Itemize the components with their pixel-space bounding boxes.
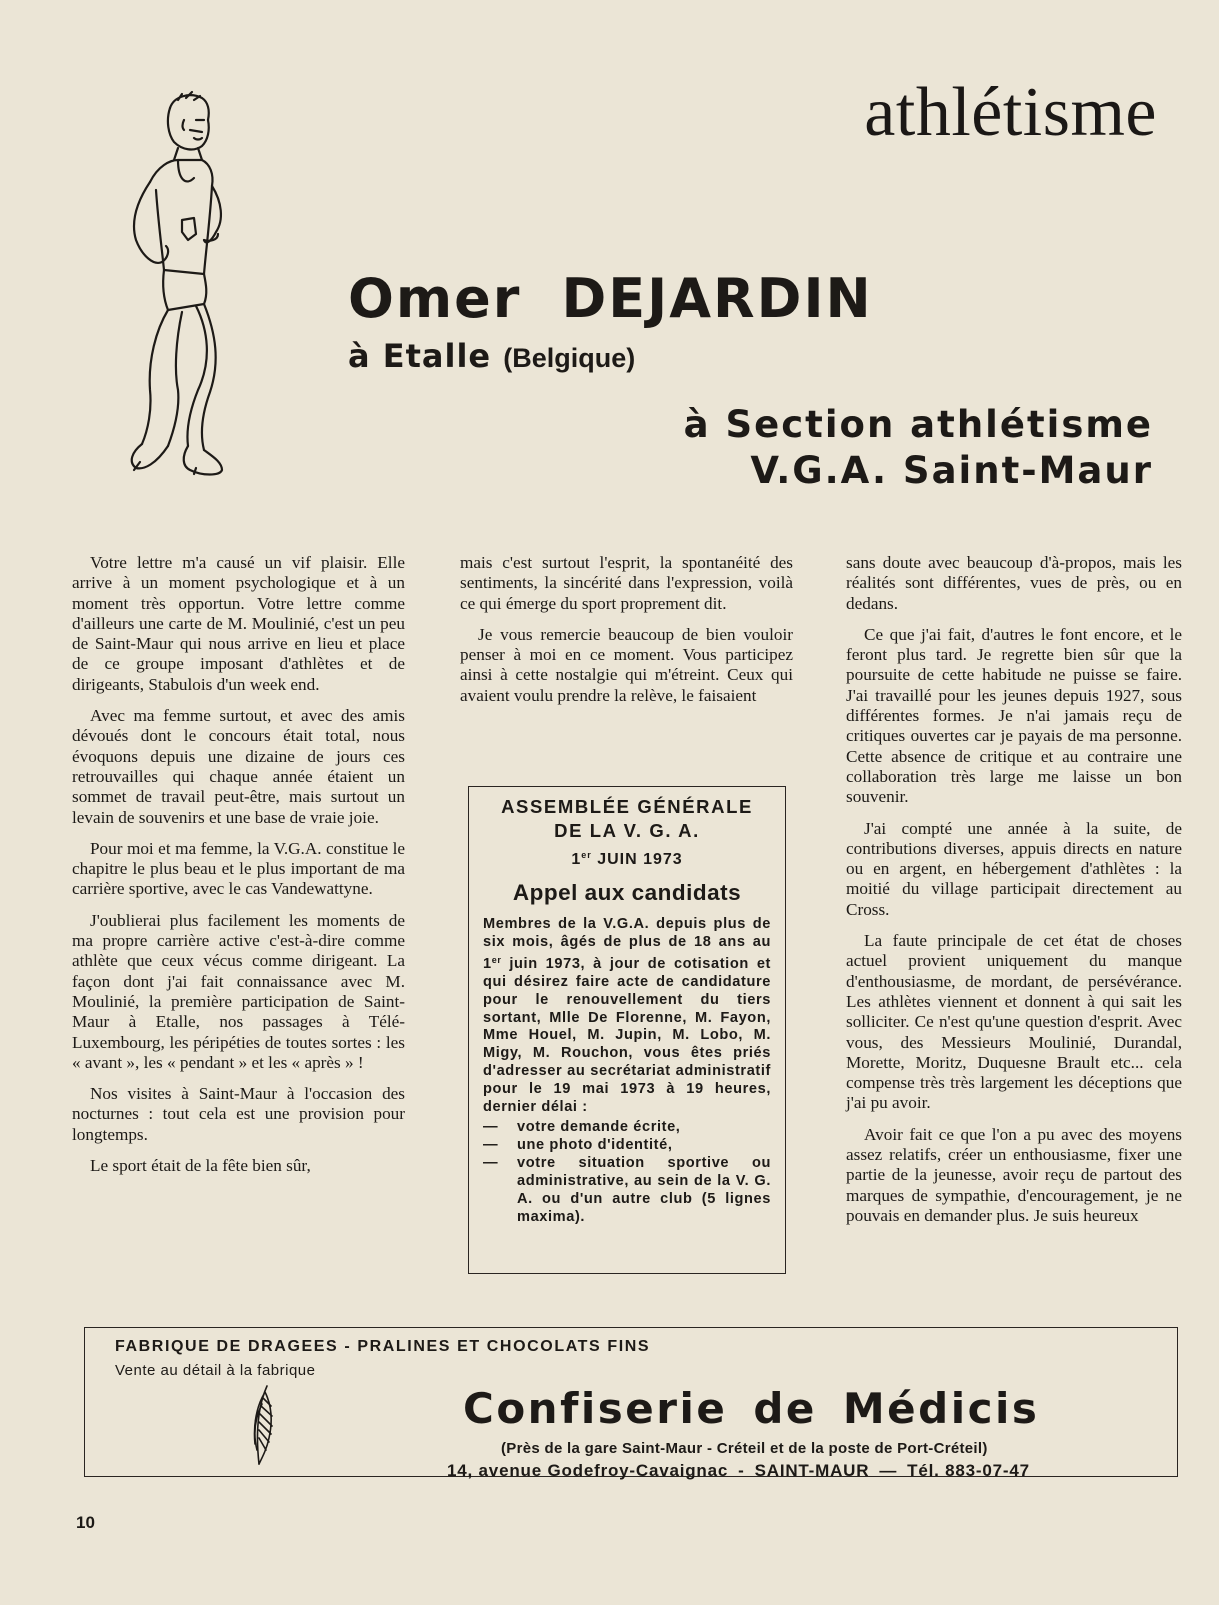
assembly-appeal: Appel aux candidats [512,880,742,905]
headline-first-name: Omer [348,267,522,330]
ad-separator: - [738,1461,745,1480]
paragraph: Ce que j'ai fait, d'autres le font encore, et le feront plus tard. Je regrette bien sûr que la poursuite de cette habitude ne puisse se faire. J'ai travaillé pour les jeunes depuis 1927, sous différentes formes. Je n'ai jamais reçu de critiques ouvertes car je payais de ma personne. Cette absence de critique et au contraire une collaboration très large me laisse un bon souvenir. [846,624,1182,807]
article-column-3 [846,553,1182,1237]
list-item-text: votre situation sportive ou administrative, au sein de la V. G. A. ou d'un autre club (5 lignes maxima). [517,1154,771,1225]
article-column-2 [460,553,793,717]
ad-dash: — [879,1461,898,1480]
ad-retail-line: Vente au détail à la fabrique [115,1362,316,1379]
ad-city: SAINT-MAUR [754,1461,870,1480]
assembly-body-a: Membres de la V.G.A. depuis plus de six mois, âgés de plus de 18 ans au 1 [483,916,771,972]
assembly-date-rest: JUIN 1973 [597,851,683,868]
paragraph: J'oublierai plus facilement les moments de ma propre carrière active c'est-à-dire comme athlète que ceux vécus comme dirigeant. La façon dont j'ai fait connaissance avec M. Moulinié, la première participation de Saint-Maur à Etalle, nos passages à Télé-Luxembourg, les péripéties de toutes sortes : les « avant », les « pendant » et les « après » ! [72,910,405,1072]
list-item-text: votre demande écrite, [517,1118,681,1135]
headline-section-line1: à Section athlétisme [683,403,1153,446]
paragraph: Avec ma femme surtout, et avec des amis dévoués dont le concours était total, nous évoquons depuis une dizaine de jours ces retrouvailles qui chaque année étaient un sommet de travail peut-être, mais surtout un levain de souvenirs et une base de vraie joie. [72,706,405,827]
assembly-date [483,843,771,872]
ad-products-line: FABRIQUE DE DRAGEES - PRALINES ET CHOCOLATS FINS [115,1338,651,1355]
ad-location-note: (Près de la gare Saint-Maur - Créteil et de la poste de Port-Créteil) [501,1440,988,1457]
assembly-body [483,916,771,1117]
paragraph: J'ai compté une année à la suite, de contributions diverses, appuis directs en nature ou en argent, en hébergement d'athlètes : la moitié du village participait directement au Cross. [846,818,1182,919]
general-assembly-box [468,786,786,1274]
ad-phone: Tél. 883-07-47 [907,1461,1030,1480]
ad-brand-word: Confiserie [463,1384,728,1433]
assembly-requirements [483,1119,771,1226]
assembly-date-day: 1 [571,851,582,868]
list-dash: — [483,1136,499,1153]
paragraph: Avoir fait ce que l'on a pu avec des moyens assez relatifs, créer un enthousiasme, fixer une partie de la jeunesse, avoir reçu de partout des marques de sympathie, d'encouragement, je ne pouvais en demander plus. Je suis heureux [846,1124,1182,1225]
ad-brand-word: Médicis [842,1384,1040,1433]
paragraph: sans doute avec beaucoup d'à-propos, mais les réalités sont différentes, vues de près, ou en dedans. [846,553,1182,613]
assembly-body-sup: er [491,954,502,965]
paragraph: Le sport était de la fête bien sûr, [90,1156,311,1176]
assembly-body-b: juin 1973, à jour de cotisation et qui désirez faire acte de candidature pour le renouvellement du tiers sortant, Mlle De Florenne, M. Fayon, Mme Houel, M. Jupin, M. Lobo, M. Migy, M. Rouchon, vous êtes priés d'adresser au secrétariat administratif pour le 19 mai 1973 à 19 heures, dernier délai : [483,955,771,1116]
paragraph: Je vous remercie beaucoup de bien vouloir penser à moi en ce moment. Vous participez ainsi à cette nostalgie qui m'étreint. Ceux qui avaient voulu prendre la relève, le faisaient [460,624,793,705]
list-dash: — [483,1118,499,1135]
paragraph: mais c'est surtout l'esprit, la spontanéité des sentiments, la sincérité dans l'expression, voilà ce qui émerge du sport proprement dit. [460,553,793,613]
ad-brand-word: de [753,1384,817,1433]
list-item [483,1119,771,1137]
paragraph: Votre lettre m'a causé un vif plaisir. Elle arrive à un moment psychologique et à un moment très opportun. Votre lettre comme d'ailleurs une carte de M. Moulinié, c'est un peu de Saint-Maur qui nous arrive en lieu et place de ce groupe imposant d'athlètes et de dirigeants, Stabulois d'un week end. [72,553,405,694]
list-item [483,1137,771,1155]
headline-location [348,337,636,375]
ad-street: 14, avenue Godefroy-Cavaignac [447,1461,729,1480]
feather-icon [245,1384,281,1468]
list-item-text: une photo d'identité, [517,1136,673,1153]
list-item [483,1155,771,1227]
page-number: 10 [76,1513,95,1532]
paragraph: Pour moi et ma femme, la V.G.A. constitue le chapitre le plus beau et le plus important de ma carrière sportive, avec le cas Vandewattyne. [72,838,405,899]
headline-town: à Etalle [348,337,492,375]
list-dash: — [483,1154,499,1171]
assembly-title-line1: ASSEMBLÉE GÉNÉRALE [501,796,753,817]
assembly-title-line2: DE LA V. G. A. [554,820,700,841]
article-column-1 [72,553,405,1187]
headline-section-line2: V.G.A. Saint-Maur [750,449,1153,492]
runner-illustration [78,90,228,500]
confiserie-advertisement [84,1327,1178,1480]
ad-brand-name [463,1384,1040,1433]
headline-last-name: DEJARDIN [561,267,873,330]
headline-country: (Belgique) [503,343,636,373]
ad-address-line [447,1461,1030,1481]
section-title: athlétisme [864,74,1157,151]
assembly-date-sup: er [581,850,592,860]
headline-name [348,267,873,330]
paragraph: La faute principale de cet état de choses actuel provient uniquement du manque d'enthousiasme, de mordant, de persévérance. Les athlètes viennent et donnent à qui sait les solliciter. Ce n'est qu'une question d'esprit. Avec vous, des Messieurs Moulinié, Durandal, Morette, Moritz, Duquesne Brault etc... cela compense très très largement les déceptions que j'ai pu avoir. [846,931,1182,1113]
paragraph: Nos visites à Saint-Maur à l'occasion des nocturnes : tout cela est une provision pour longtemps. [72,1084,405,1144]
